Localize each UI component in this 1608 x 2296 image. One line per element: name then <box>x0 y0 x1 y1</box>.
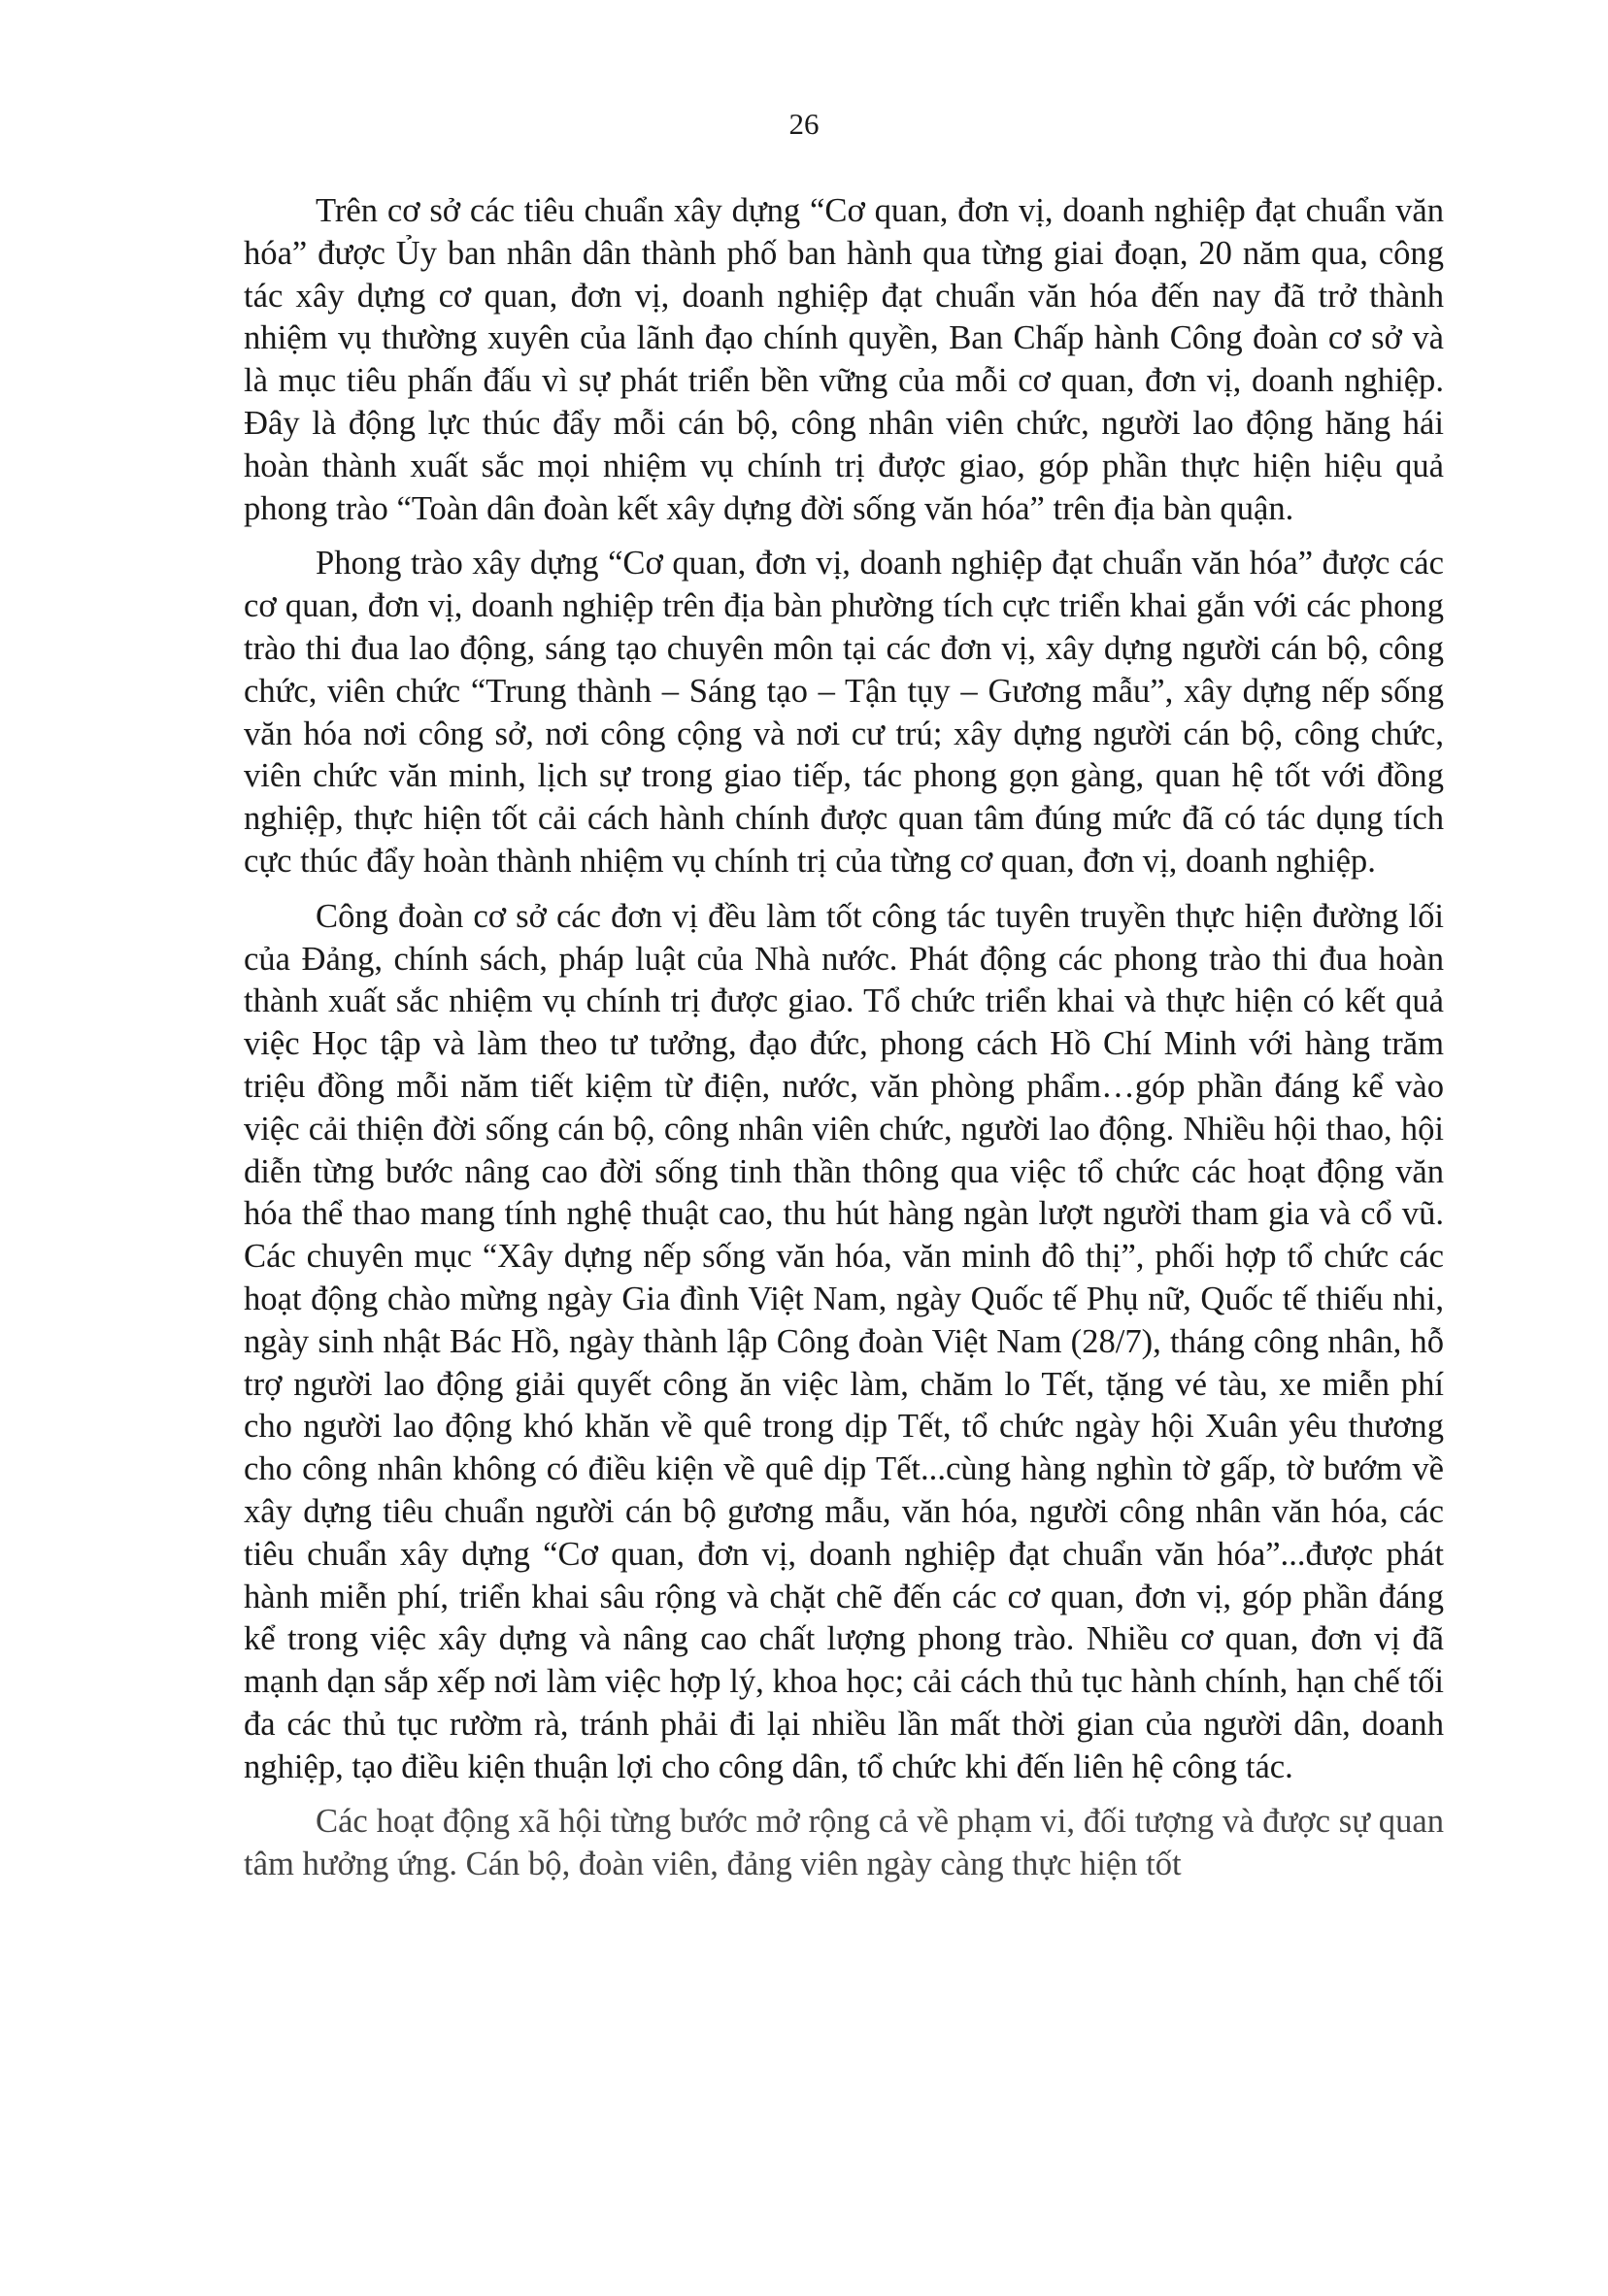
paragraph-1: Trên cơ sở các tiêu chuẩn xây dựng “Cơ quan, đơn vị, doanh nghiệp đạt chuẩn văn hóa” được Ủy ban nhân dân thành phố ban hành qua từng giai đoạn, 20 năm qua, công tác xây dựng cơ quan, đơn vị, doanh nghiệp đạt chuẩn văn hóa đến nay đã trở thành nhiệm vụ thường xuyên của lãnh đạo chính quyền, Ban Chấp hành Công đoàn cơ sở và là mục tiêu phấn đấu vì sự phát triển bền vững của mỗi cơ quan, đơn vị, doanh nghiệp. Đây là động lực thúc đẩy mỗi cán bộ, công nhân viên chức, người lao động hăng hái hoàn thành xuất sắc mọi nhiệm vụ chính trị được giao, góp phần thực hiện hiệu quả phong trào “Toàn dân đoàn kết xây dựng đời sống văn hóa” trên địa bàn quận. <box>244 192 1444 527</box>
paragraph-2: Phong trào xây dựng “Cơ quan, đơn vị, doanh nghiệp đạt chuẩn văn hóa” được các cơ quan, đơn vị, doanh nghiệp trên địa bàn phường tích cực triển khai gắn với các phong trào thi đua lao động, sáng tạo chuyên môn tại các đơn vị, xây dựng người cán bộ, công chức, viên chức “Trung thành – Sáng tạo – Tận tụy – Gương mẫu”, xây dựng nếp sống văn hóa nơi công sở, nơi công cộng và nơi cư trú; xây dựng người cán bộ, công chức, viên chức văn minh, lịch sự trong giao tiếp, tác phong gọn gàng, quan hệ tốt với đồng nghiệp, thực hiện tốt cải cách hành chính được quan tâm đúng mức đã có tác dụng tích cực thúc đẩy hoàn thành nhiệm vụ chính trị của từng cơ quan, đơn vị, doanh nghiệp. <box>244 545 1444 880</box>
paragraph-3: Công đoàn cơ sở các đơn vị đều làm tốt công tác tuyên truyền thực hiện đường lối của Đảng, chính sách, pháp luật của Nhà nước. Phát động các phong trào thi đua hoàn thành xuất sắc nhiệm vụ chính trị được giao. Tổ chức triển khai và thực hiện có kết quả việc Học tập và làm theo tư tưởng, đạo đức, phong cách Hồ Chí Minh với hàng trăm triệu đồng mỗi năm tiết kiệm từ điện, nước, văn phòng phẩm…góp phần đáng kể vào việc cải thiện đời sống cán bộ, công nhân viên chức, người lao động. Nhiều hội thao, hội diễn từng bước nâng cao đời sống tinh thần thông qua việc tổ chức các hoạt động văn hóa thể thao mang tính nghệ thuật cao, thu hút hàng ngàn lượt người tham gia và cổ vũ. Các chuyên mục “Xây dựng nếp sống văn hóa, văn minh đô thị”, phối hợp tổ chức các hoạt động chào mừng ngày Gia đình Việt Nam, ngày Quốc tế Phụ nữ, Quốc tế thiếu nhi, ngày sinh nhật Bác Hồ, ngày thành lập Công đoàn Việt Nam (28/7), tháng công nhân, hỗ trợ người lao động giải quyết công ăn việc làm, chăm lo Tết, tặng vé tàu, xe miễn phí cho người lao động khó khăn về quê trong dịp Tết, tổ chức ngày hội Xuân yêu thương cho công nhân không có điều kiện về quê dịp Tết...cùng hàng nghìn tờ gấp, tờ bướm về xây dựng tiêu chuẩn người cán bộ gương mẫu, văn hóa, người công nhân văn hóa, các tiêu chuẩn xây dựng “Cơ quan, đơn vị, doanh nghiệp đạt chuẩn văn hóa”...được phát hành miễn phí, triển khai sâu rộng và chặt chẽ đến các cơ quan, đơn vị, góp phần đáng kể trong việc xây dựng và nâng cao chất lượng phong trào. Nhiều cơ quan, đơn vị đã mạnh dạn sắp xếp nơi làm việc hợp lý, khoa học; cải cách thủ tục hành chính, hạn chế tối đa các thủ tục rườm rà, tránh phải đi lại nhiều lần mất thời gian của người dân, doanh nghiệp, tạo điều kiện thuận lợi cho công dân, tổ chức khi đến liên hệ công tác. <box>244 897 1444 1785</box>
page-number: 26 <box>788 107 820 141</box>
paragraph-4: Các hoạt động xã hội từng bước mở rộng cả về phạm vi, đối tượng và được sự quan tâm hưởng ứng. Cán bộ, đoàn viên, đảng viên ngày càng thực hiện tốt <box>244 1803 1444 1883</box>
document-body <box>244 190 1444 1899</box>
